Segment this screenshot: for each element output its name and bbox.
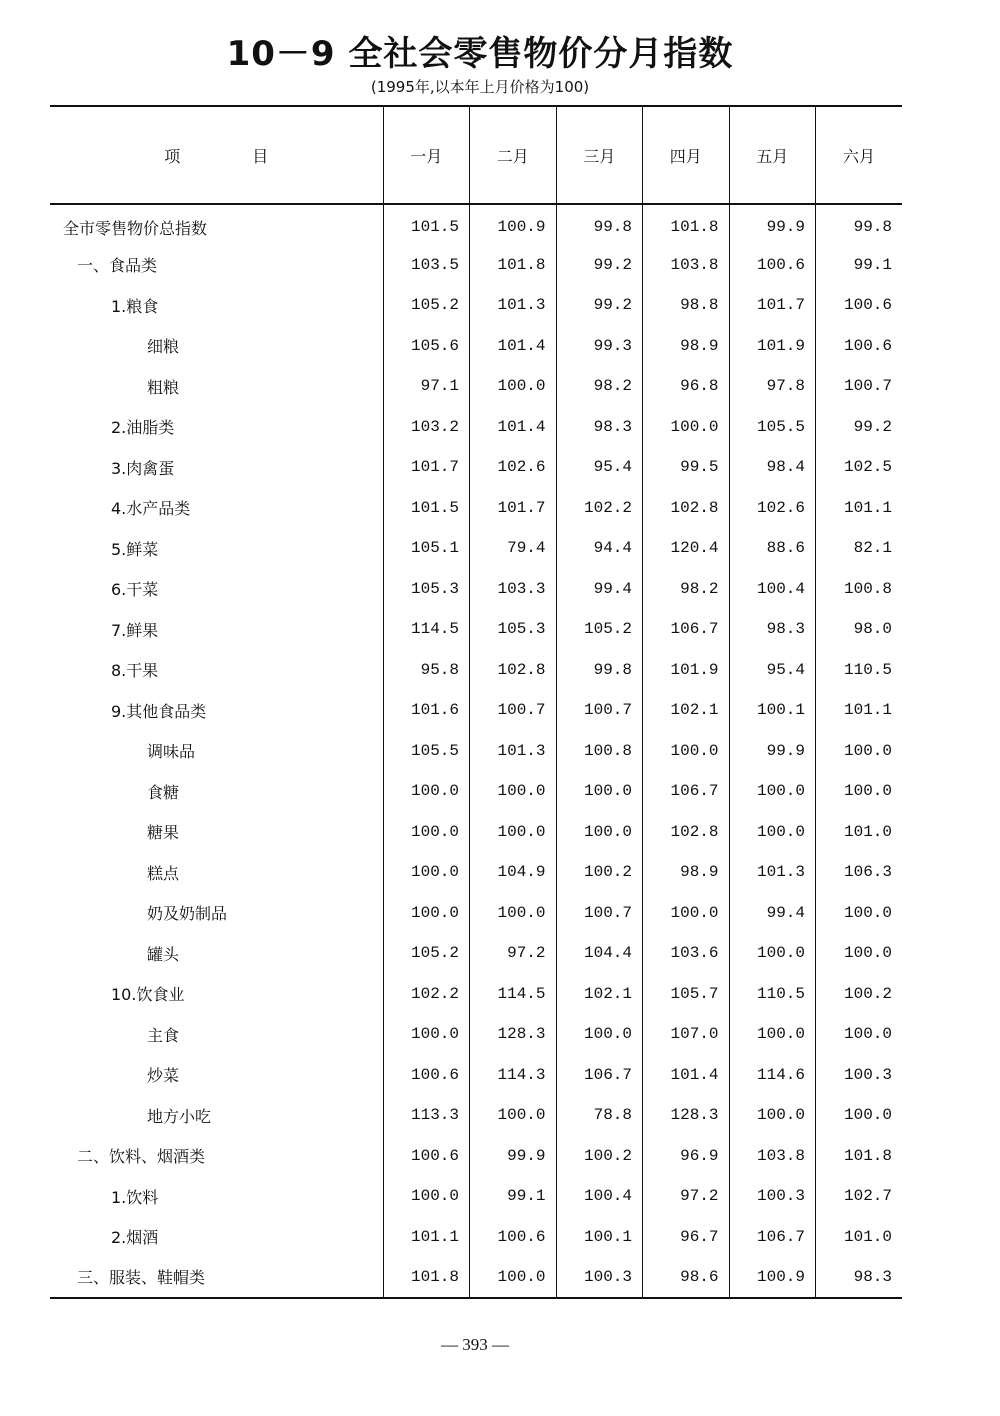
- value-cell: 98.2: [556, 366, 643, 407]
- row-label-cell: [50, 204, 383, 245]
- value-cell: 100.6: [729, 245, 816, 286]
- value-cell: 100.0: [470, 1095, 557, 1136]
- value-cell: 101.8: [383, 1257, 470, 1298]
- value-cell: 105.7: [643, 974, 730, 1015]
- value-cell: 100.0: [816, 1095, 903, 1136]
- table-row: [50, 204, 902, 245]
- table-row: [50, 569, 902, 610]
- value-cell: 128.3: [643, 1095, 730, 1136]
- price-index-table-container: [50, 105, 902, 1299]
- row-label-cell: [50, 528, 383, 569]
- value-cell: 95.4: [556, 447, 643, 488]
- value-cell: 100.4: [556, 1176, 643, 1217]
- row-label: 二、饮料、烟酒类: [77, 1147, 206, 1167]
- row-label: 2.烟酒: [111, 1228, 159, 1248]
- value-cell: 101.4: [470, 326, 557, 367]
- value-cell: 101.9: [643, 650, 730, 691]
- value-cell: 78.8: [556, 1095, 643, 1136]
- value-cell: 101.7: [383, 447, 470, 488]
- table-row: [50, 488, 902, 529]
- table-row: [50, 245, 902, 286]
- row-label-cell: [50, 690, 383, 731]
- value-cell: 100.6: [470, 1217, 557, 1258]
- value-cell: 101.0: [816, 1217, 903, 1258]
- month-header-may: 五月: [729, 106, 816, 204]
- value-cell: 100.8: [556, 731, 643, 772]
- value-cell: 99.5: [643, 447, 730, 488]
- value-cell: 100.0: [729, 771, 816, 812]
- value-cell: 106.7: [556, 1055, 643, 1096]
- value-cell: 110.5: [729, 974, 816, 1015]
- value-cell: 100.2: [556, 1136, 643, 1177]
- row-label-cell: [50, 1217, 383, 1258]
- row-label: 1.饮料: [111, 1187, 159, 1207]
- value-cell: 88.6: [729, 528, 816, 569]
- value-cell: 100.7: [470, 690, 557, 731]
- month-header-jan: 一月: [383, 106, 470, 204]
- table-row: [50, 285, 902, 326]
- value-cell: 101.3: [729, 852, 816, 893]
- value-cell: 102.1: [556, 974, 643, 1015]
- item-header-char-1: 项: [164, 146, 181, 166]
- price-index-table: [50, 105, 902, 1299]
- value-cell: 98.4: [729, 447, 816, 488]
- value-cell: 102.2: [556, 488, 643, 529]
- row-label-cell: [50, 852, 383, 893]
- value-cell: 100.0: [383, 771, 470, 812]
- row-label-cell: [50, 326, 383, 367]
- value-cell: 100.0: [383, 893, 470, 934]
- value-cell: 100.7: [816, 366, 903, 407]
- value-cell: 100.0: [816, 771, 903, 812]
- value-cell: 98.2: [643, 569, 730, 610]
- value-cell: 102.8: [470, 650, 557, 691]
- value-cell: 100.3: [556, 1257, 643, 1298]
- row-label: 主食: [147, 1025, 180, 1045]
- value-cell: 106.7: [643, 771, 730, 812]
- row-label-cell: [50, 1014, 383, 1055]
- row-label: 一、食品类: [77, 256, 158, 276]
- value-cell: 100.0: [470, 1257, 557, 1298]
- value-cell: 100.0: [643, 407, 730, 448]
- value-cell: 101.4: [643, 1055, 730, 1096]
- value-cell: 100.0: [643, 893, 730, 934]
- value-cell: 100.6: [816, 285, 903, 326]
- table-row: [50, 1257, 902, 1298]
- value-cell: 103.8: [643, 245, 730, 286]
- value-cell: 82.1: [816, 528, 903, 569]
- row-label: 地方小吃: [147, 1106, 212, 1126]
- row-label-cell: [50, 285, 383, 326]
- month-header-mar: 三月: [556, 106, 643, 204]
- value-cell: 102.6: [729, 488, 816, 529]
- table-row: [50, 1095, 902, 1136]
- value-cell: 102.8: [643, 812, 730, 853]
- value-cell: 102.2: [383, 974, 470, 1015]
- value-cell: 98.3: [729, 609, 816, 650]
- row-label: 调味品: [147, 742, 196, 762]
- value-cell: 100.8: [816, 569, 903, 610]
- value-cell: 98.8: [643, 285, 730, 326]
- value-cell: 100.0: [816, 731, 903, 772]
- value-cell: 99.9: [729, 204, 816, 245]
- value-cell: 102.6: [470, 447, 557, 488]
- value-cell: 103.5: [383, 245, 470, 286]
- value-cell: 102.8: [643, 488, 730, 529]
- value-cell: 113.3: [383, 1095, 470, 1136]
- value-cell: 100.7: [556, 690, 643, 731]
- value-cell: 98.3: [556, 407, 643, 448]
- value-cell: 105.5: [729, 407, 816, 448]
- table-row: [50, 650, 902, 691]
- value-cell: 100.0: [383, 1176, 470, 1217]
- value-cell: 103.2: [383, 407, 470, 448]
- value-cell: 97.2: [643, 1176, 730, 1217]
- value-cell: 100.0: [383, 852, 470, 893]
- value-cell: 100.3: [729, 1176, 816, 1217]
- value-cell: 100.0: [470, 812, 557, 853]
- value-cell: 96.8: [643, 366, 730, 407]
- value-cell: 100.6: [383, 1136, 470, 1177]
- value-cell: 94.4: [556, 528, 643, 569]
- row-label: 4.水产品类: [111, 499, 191, 519]
- row-label-cell: [50, 488, 383, 529]
- table-row: [50, 731, 902, 772]
- row-label: 2.油脂类: [111, 418, 175, 438]
- value-cell: 100.0: [816, 893, 903, 934]
- item-column-header: [50, 106, 383, 204]
- value-cell: 105.2: [383, 285, 470, 326]
- table-row: [50, 933, 902, 974]
- row-label-cell: [50, 650, 383, 691]
- value-cell: 100.0: [556, 771, 643, 812]
- row-label: 细粮: [147, 337, 180, 357]
- row-label: 罐头: [147, 944, 180, 964]
- value-cell: 99.2: [816, 407, 903, 448]
- value-cell: 100.3: [816, 1055, 903, 1096]
- value-cell: 100.6: [383, 1055, 470, 1096]
- value-cell: 103.6: [643, 933, 730, 974]
- value-cell: 101.5: [383, 488, 470, 529]
- table-header-row: [50, 106, 902, 204]
- value-cell: 106.3: [816, 852, 903, 893]
- table-row: [50, 609, 902, 650]
- value-cell: 100.0: [470, 366, 557, 407]
- row-label-cell: [50, 1136, 383, 1177]
- value-cell: 107.0: [643, 1014, 730, 1055]
- row-label: 奶及奶制品: [147, 904, 228, 924]
- value-cell: 79.4: [470, 528, 557, 569]
- value-cell: 128.3: [470, 1014, 557, 1055]
- month-header-jun: 六月: [816, 106, 903, 204]
- table-row: [50, 690, 902, 731]
- value-cell: 105.3: [383, 569, 470, 610]
- value-cell: 101.8: [643, 204, 730, 245]
- row-label-cell: [50, 974, 383, 1015]
- value-cell: 106.7: [729, 1217, 816, 1258]
- value-cell: 99.3: [556, 326, 643, 367]
- value-cell: 95.4: [729, 650, 816, 691]
- value-cell: 99.4: [556, 569, 643, 610]
- value-cell: 103.3: [470, 569, 557, 610]
- value-cell: 99.8: [556, 204, 643, 245]
- row-label: 3.肉禽蛋: [111, 458, 175, 478]
- value-cell: 102.7: [816, 1176, 903, 1217]
- table-row: [50, 1217, 902, 1258]
- table-row: [50, 1014, 902, 1055]
- row-label: 10.饮食业: [111, 985, 185, 1005]
- value-cell: 100.0: [470, 893, 557, 934]
- table-row: [50, 1055, 902, 1096]
- row-label: 食糖: [147, 782, 180, 802]
- value-cell: 114.3: [470, 1055, 557, 1096]
- page-number: — 393 —: [441, 1335, 509, 1354]
- item-header-char-2: 目: [252, 146, 269, 166]
- row-label-cell: [50, 245, 383, 286]
- value-cell: 99.4: [729, 893, 816, 934]
- value-cell: 101.8: [470, 245, 557, 286]
- value-cell: 100.7: [556, 893, 643, 934]
- value-cell: 98.6: [643, 1257, 730, 1298]
- value-cell: 100.0: [556, 1014, 643, 1055]
- value-cell: 100.0: [816, 933, 903, 974]
- value-cell: 96.7: [643, 1217, 730, 1258]
- table-row: [50, 974, 902, 1015]
- value-cell: 101.8: [816, 1136, 903, 1177]
- row-label-cell: [50, 1095, 383, 1136]
- row-label: 6.干菜: [111, 580, 159, 600]
- value-cell: 99.1: [816, 245, 903, 286]
- row-label: 粗粮: [147, 377, 180, 397]
- value-cell: 99.9: [470, 1136, 557, 1177]
- row-label: 9.其他食品类: [111, 701, 207, 721]
- value-cell: 99.2: [556, 245, 643, 286]
- value-cell: 114.5: [470, 974, 557, 1015]
- row-label: 全市零售物价总指数: [63, 218, 208, 238]
- row-label: 8.干果: [111, 661, 159, 681]
- table-row: [50, 326, 902, 367]
- table-row: [50, 1176, 902, 1217]
- page-title: 10－9 全社会零售物价分月指数: [226, 34, 734, 74]
- row-label-cell: [50, 893, 383, 934]
- value-cell: 101.1: [816, 488, 903, 529]
- value-cell: 101.7: [729, 285, 816, 326]
- row-label-cell: [50, 731, 383, 772]
- value-cell: 100.0: [383, 812, 470, 853]
- value-cell: 98.3: [816, 1257, 903, 1298]
- value-cell: 96.9: [643, 1136, 730, 1177]
- value-cell: 95.8: [383, 650, 470, 691]
- value-cell: 101.1: [816, 690, 903, 731]
- value-cell: 101.3: [470, 731, 557, 772]
- value-cell: 101.1: [383, 1217, 470, 1258]
- value-cell: 101.7: [470, 488, 557, 529]
- value-cell: 100.0: [816, 1014, 903, 1055]
- value-cell: 102.5: [816, 447, 903, 488]
- value-cell: 97.1: [383, 366, 470, 407]
- month-header-apr: 四月: [643, 106, 730, 204]
- value-cell: 120.4: [643, 528, 730, 569]
- value-cell: 102.1: [643, 690, 730, 731]
- value-cell: 103.8: [729, 1136, 816, 1177]
- value-cell: 105.1: [383, 528, 470, 569]
- value-cell: 104.4: [556, 933, 643, 974]
- value-cell: 100.0: [729, 933, 816, 974]
- table-row: [50, 1136, 902, 1177]
- row-label: 三、服装、鞋帽类: [77, 1268, 206, 1288]
- row-label: 糕点: [147, 863, 180, 883]
- row-label: 7.鲜果: [111, 620, 159, 640]
- value-cell: 97.8: [729, 366, 816, 407]
- table-row: [50, 366, 902, 407]
- value-cell: 101.6: [383, 690, 470, 731]
- value-cell: 105.2: [383, 933, 470, 974]
- value-cell: 105.6: [383, 326, 470, 367]
- row-label: 1.粮食: [111, 296, 159, 316]
- value-cell: 100.1: [729, 690, 816, 731]
- value-cell: 100.4: [729, 569, 816, 610]
- row-label-cell: [50, 569, 383, 610]
- value-cell: 105.3: [470, 609, 557, 650]
- value-cell: 98.9: [643, 326, 730, 367]
- row-label-cell: [50, 407, 383, 448]
- value-cell: 99.2: [556, 285, 643, 326]
- value-cell: 99.8: [816, 204, 903, 245]
- value-cell: 104.9: [470, 852, 557, 893]
- row-label: 5.鲜菜: [111, 539, 159, 559]
- month-header-feb: 二月: [470, 106, 557, 204]
- row-label-cell: [50, 447, 383, 488]
- value-cell: 105.2: [556, 609, 643, 650]
- value-cell: 100.6: [816, 326, 903, 367]
- value-cell: 99.8: [556, 650, 643, 691]
- value-cell: 100.1: [556, 1217, 643, 1258]
- value-cell: 100.2: [556, 852, 643, 893]
- table-row: [50, 812, 902, 853]
- value-cell: 100.0: [729, 812, 816, 853]
- table-row: [50, 407, 902, 448]
- row-label-cell: [50, 1176, 383, 1217]
- value-cell: 99.9: [729, 731, 816, 772]
- row-label-cell: [50, 609, 383, 650]
- value-cell: 101.3: [470, 285, 557, 326]
- value-cell: 100.0: [643, 731, 730, 772]
- value-cell: 101.4: [470, 407, 557, 448]
- value-cell: 100.9: [729, 1257, 816, 1298]
- value-cell: 98.9: [643, 852, 730, 893]
- row-label-cell: [50, 1257, 383, 1298]
- value-cell: 100.0: [729, 1095, 816, 1136]
- value-cell: 100.0: [383, 1014, 470, 1055]
- value-cell: 110.5: [816, 650, 903, 691]
- row-label-cell: [50, 1055, 383, 1096]
- value-cell: 100.0: [729, 1014, 816, 1055]
- value-cell: 101.0: [816, 812, 903, 853]
- value-cell: 100.2: [816, 974, 903, 1015]
- value-cell: 99.1: [470, 1176, 557, 1217]
- value-cell: 100.0: [556, 812, 643, 853]
- table-row: [50, 893, 902, 934]
- row-label-cell: [50, 771, 383, 812]
- row-label: 糖果: [147, 823, 180, 843]
- row-label-cell: [50, 812, 383, 853]
- value-cell: 106.7: [643, 609, 730, 650]
- table-subtitle: (1995年,以本年上月价格为100): [370, 78, 590, 96]
- value-cell: 114.6: [729, 1055, 816, 1096]
- row-label: 炒菜: [147, 1066, 180, 1086]
- value-cell: 98.0: [816, 609, 903, 650]
- table-body: [50, 204, 902, 1298]
- row-label-cell: [50, 933, 383, 974]
- value-cell: 105.5: [383, 731, 470, 772]
- value-cell: 101.9: [729, 326, 816, 367]
- table-row: [50, 447, 902, 488]
- value-cell: 101.5: [383, 204, 470, 245]
- value-cell: 97.2: [470, 933, 557, 974]
- table-row: [50, 771, 902, 812]
- value-cell: 100.9: [470, 204, 557, 245]
- table-row: [50, 852, 902, 893]
- value-cell: 114.5: [383, 609, 470, 650]
- row-label-cell: [50, 366, 383, 407]
- table-row: [50, 528, 902, 569]
- value-cell: 100.0: [470, 771, 557, 812]
